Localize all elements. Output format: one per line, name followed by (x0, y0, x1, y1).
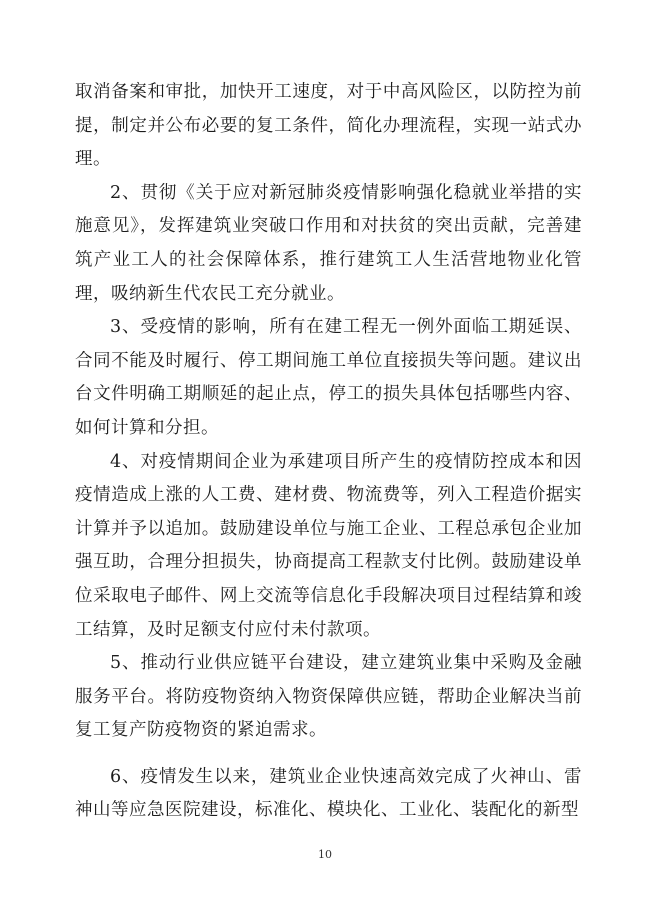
paragraph-item-5: 5、推动行业供应链平台建设，建立建筑业集中采购及金融服务平台。将防疫物资纳入物资保障供应链，帮助企业解决当前复工复产防疫物资的紧迫需求。 (75, 653, 582, 741)
paragraph-item-4: 4、对疫情期间企业为承建项目所产生的疫情防控成本和因疫情造成上涨的人工费、建材费、物流费等，列入工程造价据实计算并予以追加。鼓励建设单位与施工企业、工程总承包企业加强互助，合理分担损失，协商提高工程款支付比例。鼓励建设单位采取电子邮件、网上交流等信息化手段解决项目过程结算和竣工结算，及时足额支付应付未付款项。 (75, 451, 582, 640)
page-number: 10 (318, 848, 332, 861)
paragraph-item-2: 2、贯彻《关于应对新冠肺炎疫情影响强化稳就业举措的实施意见》，发挥建筑业突破口作用和对扶贫的突出贡献，完善建筑产业工人的社会保障体系，推行建筑工人生活营地物业化管理，吸纳新生代农民工充分就业。 (75, 182, 582, 304)
paragraph-item-6: 6、疫情发生以来，建筑业企业快速高效完成了火神山、雷神山等应急医院建设，标准化、模块化、工业化、装配化的新型 (75, 766, 582, 821)
paragraph-item-3: 3、受疫情的影响，所有在建工程无一例外面临工期延误、合同不能及时履行、停工期间施工单位直接损失等问题。建议出台文件明确工期顺延的起止点，停工的损失具体包括哪些内容、如何计算和分担。 (75, 317, 582, 438)
document-body (75, 76, 582, 828)
paragraph-continuation: 取消备案和审批，加快开工速度，对于中高风险区，以防控为前提，制定并公布必要的复工条件，简化办理流程，实现一站式办理。 (75, 82, 582, 170)
